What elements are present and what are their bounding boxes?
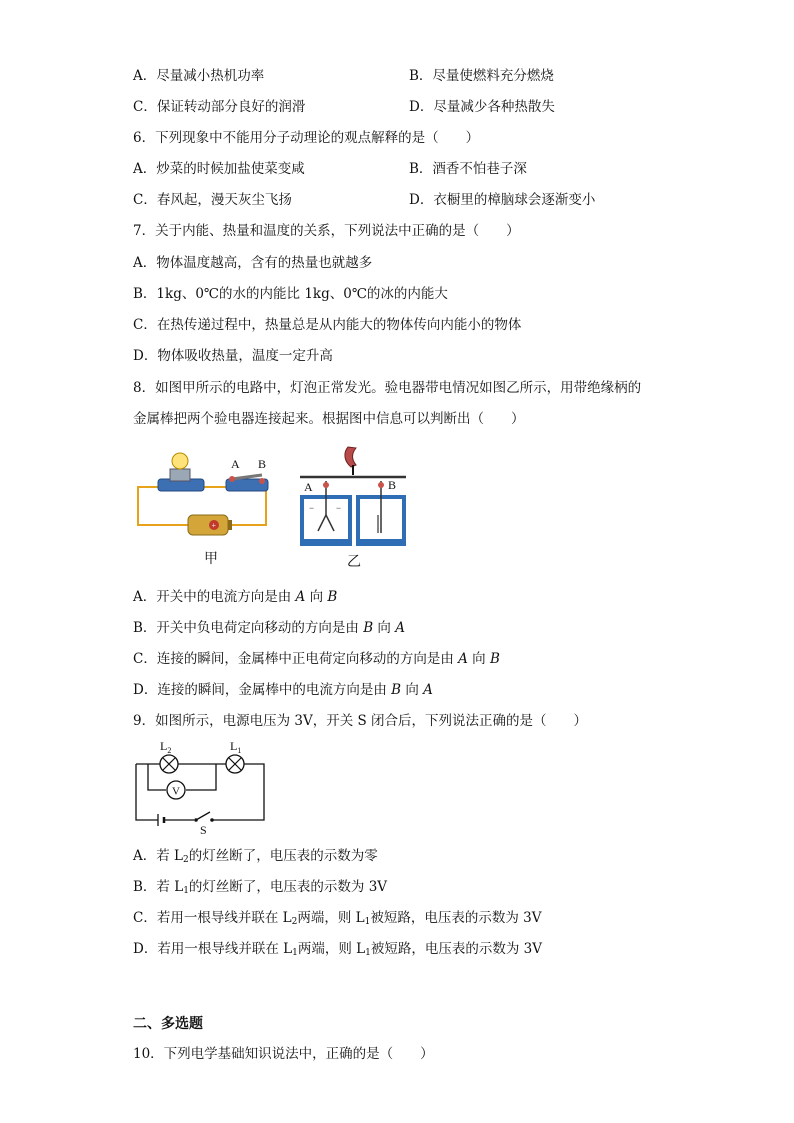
- q8-electroscope-label-a: A: [304, 480, 313, 494]
- q5-option-b: B．尽量使燃料充分燃烧: [409, 68, 554, 84]
- q5-option-c: C．保证转动部分良好的润滑: [133, 99, 306, 115]
- q5-option-a: A．尽量减小热机功率: [133, 68, 265, 84]
- q9-stem: 9．如图所示，电源电压为 3V，开关 S 闭合后，下列说法正确的是（ ）: [133, 713, 588, 729]
- svg-text:+: +: [211, 521, 217, 530]
- voltmeter-label: V: [172, 785, 180, 798]
- section-heading-multiple-choice: 二、多选题: [133, 1016, 203, 1032]
- q7-option-c: C．在热传递过程中，热量总是从内能大的物体传向内能小的物体: [133, 317, 522, 333]
- q8-option-c: C．连接的瞬间，金属棒中正电荷定向移动的方向是由 A 向 B: [133, 651, 500, 667]
- q7-option-b: B．1kg、0℃的水的内能比 1kg、0℃的冰的内能大: [133, 286, 448, 302]
- q9-option-d: D．若用一根导线并联在 $L_1$两端，则 $L_1$被短路，电压表的示数为 3V: [133, 941, 542, 958]
- switch-s-label: S: [200, 823, 207, 836]
- q6-option-b: B．酒香不怕巷子深: [409, 161, 527, 177]
- q8-stem-line2: 金属棒把两个验电器连接起来。根据图中信息可以判断出（ ）: [133, 411, 525, 427]
- q8-stem-line1: 8．如图甲所示的电路中，灯泡正常发光。验电器带电情况如图乙所示，用带绝缘柄的: [133, 380, 642, 396]
- q9-circuit-figure: [130, 738, 270, 836]
- q7-option-d: D．物体吸收热量，温度一定升高: [133, 348, 333, 364]
- q8-electroscope-label-b: B: [388, 478, 397, 492]
- q5-option-d: D．尽量减少各种热散失: [409, 99, 555, 115]
- svg-text:−: −: [309, 503, 315, 513]
- q8-figure-jia-caption: 甲: [204, 552, 218, 567]
- q7-option-a: A．物体温度越高，含有的热量也就越多: [133, 255, 373, 271]
- q8-figure-jia: [128, 447, 278, 575]
- lamp-l1-label: $L_1$: [230, 739, 242, 755]
- q8-option-b: B．开关中负电荷定向移动的方向是由 B 向 A: [133, 620, 405, 636]
- q8-figure-yi: [296, 445, 411, 575]
- q8-switch-label-b: B: [258, 457, 267, 471]
- q8-switch-label-a: A: [231, 457, 240, 471]
- q6-option-c: C．春风起，漫天灰尘飞扬: [133, 192, 292, 208]
- svg-text:−: −: [336, 503, 342, 513]
- q8-option-a: A．开关中的电流方向是由 A 向 B: [133, 589, 338, 605]
- q6-option-a: A．炒菜的时候加盐使菜变咸: [133, 161, 305, 177]
- q10-stem: 10．下列电学基础知识说法中，正确的是（ ）: [133, 1046, 434, 1062]
- q8-figure-yi-caption: 乙: [347, 555, 361, 570]
- lamp-l2-label: $L_2$: [160, 739, 172, 755]
- q8-option-d: D．连接的瞬间，金属棒中的电流方向是由 B 向 A: [133, 682, 433, 698]
- q6-option-d: D．衣橱里的樟脑球会逐渐变小: [409, 192, 596, 208]
- q7-stem: 7．关于内能、热量和温度的关系，下列说法中正确的是（ ）: [133, 223, 520, 239]
- q9-option-a: A．若 $L_2$的灯丝断了，电压表的示数为零: [133, 848, 378, 865]
- q9-option-b: B．若 $L_1$的灯丝断了，电压表的示数为 3V: [133, 879, 388, 896]
- q6-stem: 6．下列现象中不能用分子动理论的观点解释的是（ ）: [133, 130, 480, 146]
- q9-option-c: C．若用一根导线并联在 $L_2$两端，则 $L_1$被短路，电压表的示数为 3V: [133, 910, 542, 927]
